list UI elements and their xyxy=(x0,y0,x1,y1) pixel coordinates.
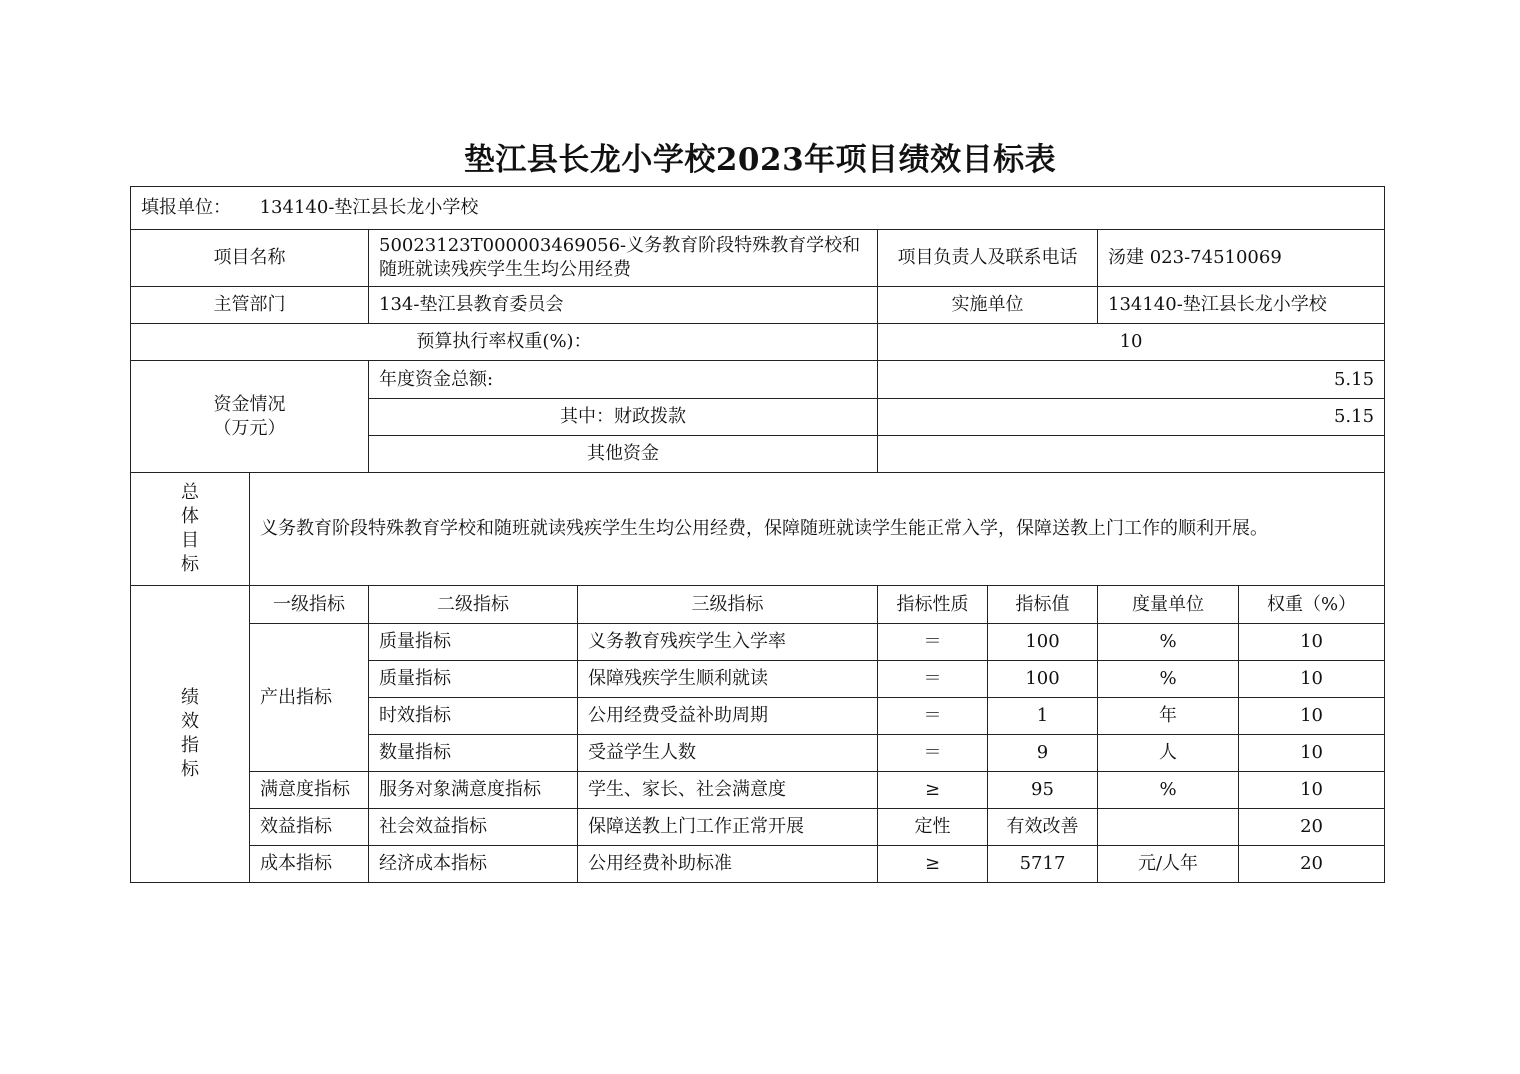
weight-cell: 20 xyxy=(1239,809,1385,846)
perf-label-char: 效 xyxy=(181,711,199,732)
nature-cell: ≥ xyxy=(878,846,988,883)
level3-cell: 公用经费补助标准 xyxy=(578,846,878,883)
unit-cell: % xyxy=(1098,624,1239,661)
unit-cell: % xyxy=(1098,661,1239,698)
header-value: 指标值 xyxy=(988,586,1098,624)
other-funds-label: 其他资金 xyxy=(369,436,878,473)
level2-cell: 质量指标 xyxy=(369,624,578,661)
annual-total-value: 5.15 xyxy=(878,361,1385,399)
weight-cell: 10 xyxy=(1239,735,1385,772)
level2-cell: 质量指标 xyxy=(369,661,578,698)
impl-unit-label: 实施单位 xyxy=(878,287,1098,324)
header-level1: 一级指标 xyxy=(250,586,369,624)
fiscal-value: 5.15 xyxy=(878,399,1385,436)
table-row xyxy=(131,809,1385,846)
weight-cell: 10 xyxy=(1239,661,1385,698)
value-cell: 95 xyxy=(988,772,1098,809)
funds-label-line2: （万元） xyxy=(213,417,286,439)
project-name-value: 50023123T000003469056-义务教育阶段特殊教育学校和随班就读残疾学生生均公用经费 xyxy=(369,230,878,287)
header-unit: 度量单位 xyxy=(1098,586,1239,624)
nature-cell: ＝ xyxy=(878,661,988,698)
weight-cell: 10 xyxy=(1239,772,1385,809)
value-cell: 5717 xyxy=(988,846,1098,883)
overall-goal-text: 义务教育阶段特殊教育学校和随班就读残疾学生生均公用经费，保障随班就读学生能正常入学，保障送教上门工作的顺利开展。 xyxy=(250,473,1385,586)
funds-label-line1: 资金情况 xyxy=(213,393,286,415)
value-cell: 1 xyxy=(988,698,1098,735)
nature-cell: ＝ xyxy=(878,624,988,661)
value-cell: 100 xyxy=(988,624,1098,661)
dept-value: 134-垫江县教育委员会 xyxy=(369,287,878,324)
value-cell: 9 xyxy=(988,735,1098,772)
perf-label-char: 指 xyxy=(181,735,199,756)
level2-cell: 经济成本指标 xyxy=(369,846,578,883)
unit-cell xyxy=(1098,809,1239,846)
level1-cell: 效益指标 xyxy=(250,809,369,846)
overall-goal-char: 标 xyxy=(181,554,199,575)
level3-cell: 保障送教上门工作正常开展 xyxy=(578,809,878,846)
page-title: 垫江县长龙小学校2023年项目绩效目标表 xyxy=(463,142,1057,178)
level3-cell: 义务教育残疾学生入学率 xyxy=(578,624,878,661)
project-lead-label: 项目负责人及联系电话 xyxy=(878,230,1098,287)
level3-cell: 受益学生人数 xyxy=(578,735,878,772)
nature-cell: ＝ xyxy=(878,698,988,735)
table-row xyxy=(131,846,1385,883)
weight-cell: 10 xyxy=(1239,624,1385,661)
project-lead-value: 汤建 023-74510069 xyxy=(1098,230,1385,287)
level2-cell: 时效指标 xyxy=(369,698,578,735)
dept-label: 主管部门 xyxy=(131,287,369,324)
reporting-unit-value: 134140-垫江县长龙小学校 xyxy=(259,197,479,218)
nature-cell: ≥ xyxy=(878,772,988,809)
perf-label-char: 标 xyxy=(181,759,199,780)
overall-goal-char: 总 xyxy=(181,482,199,503)
header-level3: 三级指标 xyxy=(578,586,878,624)
project-name-label: 项目名称 xyxy=(131,230,369,287)
unit-cell: 人 xyxy=(1098,735,1239,772)
budget-weight-label: 预算执行率权重(%)： xyxy=(131,324,878,361)
nature-cell: 定性 xyxy=(878,809,988,846)
impl-unit-value: 134140-垫江县长龙小学校 xyxy=(1098,287,1385,324)
overall-goal-label xyxy=(131,473,250,586)
level3-cell: 保障残疾学生顺利就读 xyxy=(578,661,878,698)
unit-cell: % xyxy=(1098,772,1239,809)
header-level2: 二级指标 xyxy=(369,586,578,624)
level1-cell: 满意度指标 xyxy=(250,772,369,809)
unit-cell: 元/人年 xyxy=(1098,846,1239,883)
performance-target-table xyxy=(130,186,1385,883)
perf-label-char: 绩 xyxy=(181,687,199,708)
weight-cell: 10 xyxy=(1239,698,1385,735)
level1-cell: 成本指标 xyxy=(250,846,369,883)
level2-cell: 数量指标 xyxy=(369,735,578,772)
annual-total-label: 年度资金总额: xyxy=(369,361,878,399)
perf-indicator-label xyxy=(131,586,250,883)
fiscal-label: 其中：财政拨款 xyxy=(369,399,878,436)
overall-goal-char: 体 xyxy=(181,506,199,527)
budget-weight-value: 10 xyxy=(878,324,1385,361)
header-weight: 权重（%） xyxy=(1239,586,1385,624)
funds-label xyxy=(131,361,369,473)
value-cell: 100 xyxy=(988,661,1098,698)
weight-cell: 20 xyxy=(1239,846,1385,883)
value-cell: 有效改善 xyxy=(988,809,1098,846)
table-row xyxy=(131,772,1385,809)
table-row xyxy=(131,624,1385,661)
other-funds-value xyxy=(878,436,1385,473)
reporting-unit-cell xyxy=(131,187,1385,230)
level3-cell: 公用经费受益补助周期 xyxy=(578,698,878,735)
header-nature: 指标性质 xyxy=(878,586,988,624)
level2-cell: 社会效益指标 xyxy=(369,809,578,846)
overall-goal-char: 目 xyxy=(181,530,199,551)
unit-cell: 年 xyxy=(1098,698,1239,735)
output-group-label: 产出指标 xyxy=(250,624,369,772)
reporting-unit-label: 填报单位： xyxy=(141,197,231,218)
level3-cell: 学生、家长、社会满意度 xyxy=(578,772,878,809)
nature-cell: ＝ xyxy=(878,735,988,772)
level2-cell: 服务对象满意度指标 xyxy=(369,772,578,809)
